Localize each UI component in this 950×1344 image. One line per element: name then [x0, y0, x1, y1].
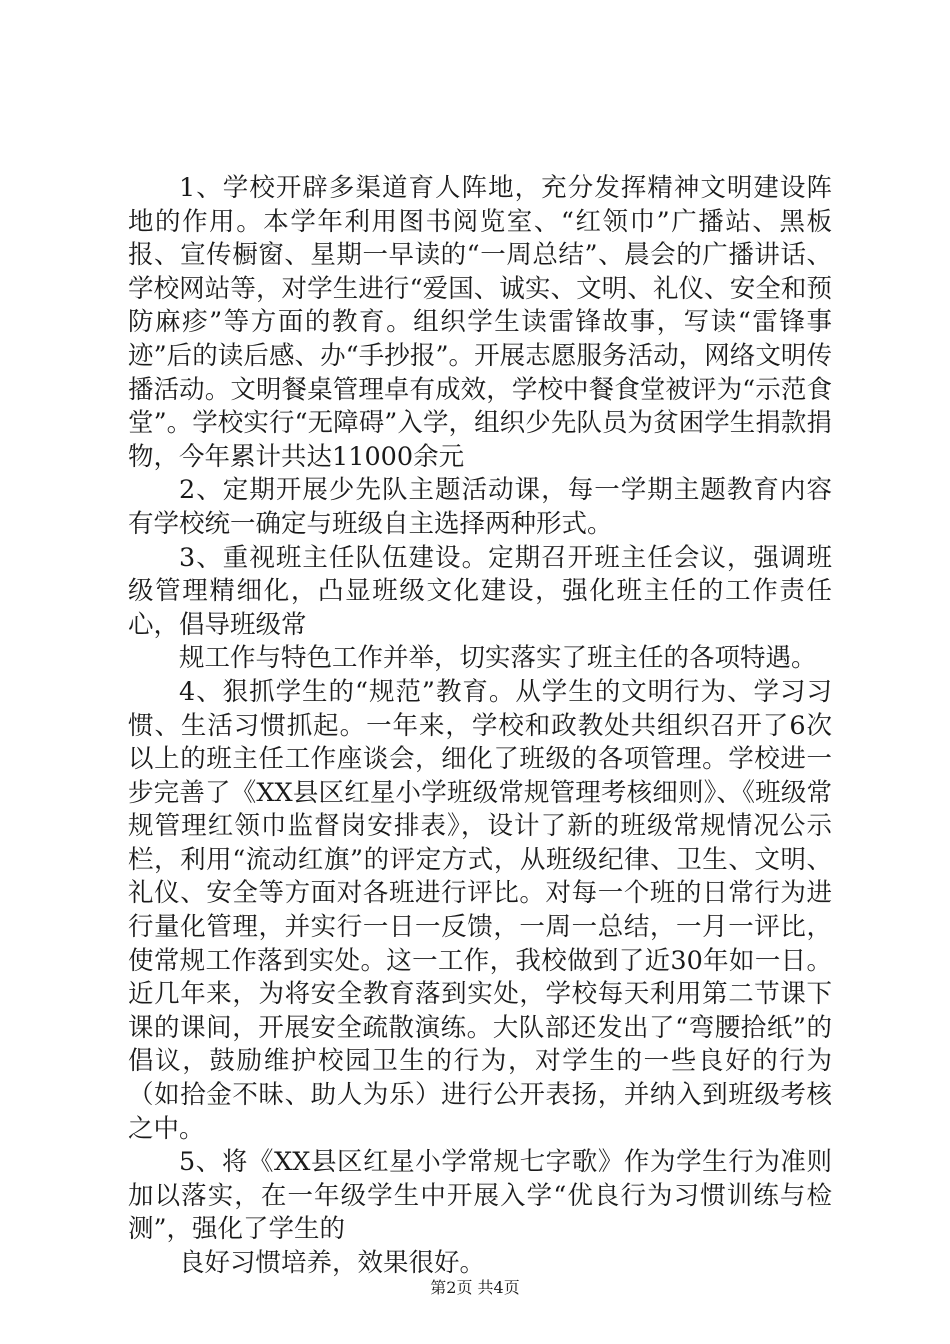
paragraph-4: 4、狠抓学生的“规范”教育。从学生的文明行为、学习习惯、生活习惯抓起。一年来，学校和政教处共组织召开了6次以上的班主任工作座谈会，细化了班级的各项管理。学校进一步完善了《XX县区红星小学班级常规管理考核细则》、《班级常规管理红领巾监督岗安排表》，设计了新的班级常规情况公示栏，利用“流动红旗”的评定方式，从班级纪律、卫生、文明、礼仪、安全等方面对各班进行评比。对每一个班的日常行为进行量化管理，并实行一日一反馈，一周一总结，一月一评比，使常规工作落到实处。这一工作，我校做到了近30年如一日。近几年来，为将安全教育落到实处，学校每天利用第二节课下课的课间，开展安全疏散演练。大队部还发出了“弯腰拾纸”的倡议，鼓励维护校园卫生的行为，对学生的一些良好的行为（如拾金不昧、助人为乐）进行公开表扬，并纳入到班级考核之中。: [128, 676, 832, 1144]
document-body: [128, 172, 832, 1281]
paragraph-3-continued: 规工作与特色工作并举，切实落实了班主任的各项特遇。: [179, 643, 817, 674]
paragraph-5-continued: 良好习惯培养，效果很好。: [179, 1248, 486, 1278]
paragraph-1: 1、学校开辟多渠道育人阵地，充分发挥精神文明建设阵地的作用。本学年利用图书阅览室、“红领巾”广播站、黑板报、宣传橱窗、星期一早读的“一周总结”、晨会的广播讲话、学校网站等，对学生进行“爱国、诚实、文明、礼仪、安全和预防麻疹”等方面的教育。组织学生读雷锋故事，写读“雷锋事迹”后的读后感、办“手抄报”。开展志愿服务活动，网络文明传播活动。文明餐桌管理卓有成效，学校中餐食堂被评为“示范食堂”。学校实行“无障碍”入学，组织少先队员为贫困学生捐款捐物，今年累计共达11000余元: [128, 173, 832, 472]
paragraph-3: 3、重视班主任队伍建设。定期召开班主任会议，强调班级管理精细化，凸显班级文化建设，强化班主任的工作责任心，倡导班级常: [128, 542, 832, 640]
paragraph-5: 5、将《XX县区红星小学常规七字歌》作为学生行为准则加以落实，在一年级学生中开展入学“优良行为习惯训练与检测”，强化了学生的: [128, 1147, 832, 1245]
paragraph-2: 2、定期开展少先队主题活动课，每一学期主题教育内容有学校统一确定与班级自主选择两种形式。: [128, 475, 832, 539]
page-footer: 第2页 共4页: [430, 1278, 520, 1297]
